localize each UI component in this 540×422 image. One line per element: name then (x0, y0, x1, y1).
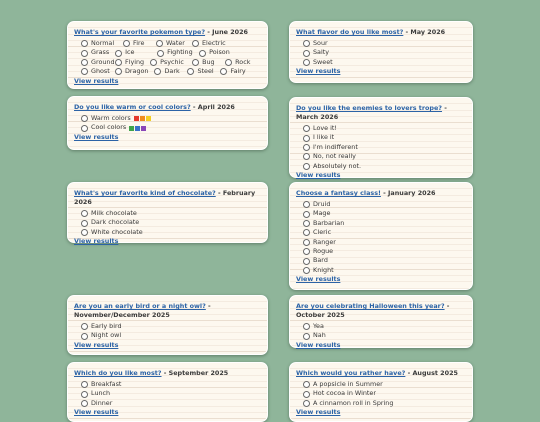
poll-option[interactable] (187, 67, 214, 76)
poll-date: - September 2025 (161, 369, 229, 377)
radio-button[interactable] (81, 68, 88, 75)
radio-button[interactable] (303, 201, 310, 208)
poll-options (296, 380, 466, 408)
radio-button[interactable] (81, 115, 88, 122)
poll-date: - February 2026 (74, 189, 256, 206)
poll-card-flavor (289, 21, 473, 83)
radio-button[interactable] (303, 248, 310, 255)
option-label: Nah (313, 331, 326, 340)
poll-question-link[interactable]: What's your favorite kind of chocolate? (74, 189, 216, 197)
poll-options (74, 39, 261, 77)
view-results-link[interactable]: View results (296, 408, 341, 417)
option-label: Druid (313, 200, 331, 208)
poll-question-link[interactable]: Are you an early bird or a night owl? (74, 302, 206, 310)
poll-card-halloween (289, 295, 473, 348)
option-label: Hot cocoa in Winter (313, 389, 376, 398)
poll-option[interactable] (303, 219, 466, 228)
radio-button[interactable] (115, 50, 122, 57)
view-results-link[interactable]: View results (296, 275, 341, 284)
poll-question-link[interactable]: Which do you like most? (74, 369, 162, 377)
view-results-link[interactable]: View results (296, 340, 341, 349)
poll-option[interactable] (303, 143, 466, 152)
radio-button[interactable] (303, 323, 310, 330)
radio-button[interactable] (81, 381, 88, 388)
radio-button[interactable] (81, 59, 88, 66)
poll-option[interactable] (225, 58, 255, 67)
poll-option[interactable] (303, 209, 466, 218)
poll-option[interactable] (81, 399, 261, 408)
poll-option[interactable] (150, 58, 186, 67)
radio-button[interactable] (199, 50, 206, 57)
radio-button[interactable] (115, 68, 122, 75)
poll-option[interactable] (157, 48, 193, 57)
poll-card-fantasy-class (289, 182, 473, 290)
option-label: Bard (313, 256, 328, 265)
option-label: Warm colors (91, 114, 131, 122)
option-label: Ice (125, 48, 135, 57)
poll-option[interactable] (303, 152, 466, 161)
radio-button[interactable] (156, 40, 163, 47)
poll-question-row (296, 189, 466, 198)
poll-option[interactable] (303, 256, 466, 265)
poll-option[interactable] (303, 124, 466, 133)
color-swatch (140, 116, 145, 121)
poll-option[interactable] (303, 389, 466, 398)
option-label: Early bird (91, 322, 122, 330)
color-swatch (135, 126, 140, 131)
poll-options (74, 114, 261, 133)
option-label: Fighting (167, 48, 193, 57)
poll-option[interactable] (81, 123, 261, 132)
poll-option[interactable] (81, 48, 109, 57)
radio-button[interactable] (303, 125, 310, 132)
view-results-link[interactable]: View results (74, 408, 119, 417)
radio-button[interactable] (115, 59, 122, 66)
option-label: Sour (313, 39, 328, 47)
option-label: Barbarian (313, 218, 345, 227)
poll-option[interactable] (303, 162, 466, 171)
option-label: No, not really (313, 152, 356, 161)
radio-button[interactable] (303, 59, 310, 66)
radio-button[interactable] (303, 400, 310, 407)
option-label: I'm indifferent (313, 142, 358, 151)
poll-option[interactable] (81, 57, 115, 67)
option-label: Bug (202, 57, 215, 66)
radio-button[interactable] (150, 59, 157, 66)
poll-option[interactable] (303, 399, 466, 408)
option-label: Rogue (313, 246, 334, 255)
poll-option[interactable] (220, 67, 245, 76)
poll-question-row (74, 302, 261, 320)
option-label: Ground (91, 57, 115, 66)
poll-options (74, 322, 261, 341)
option-label: A cinnamon roll in Spring (313, 398, 394, 407)
radio-button[interactable] (81, 40, 88, 47)
poll-option[interactable] (115, 48, 151, 57)
poll-date: - June 2026 (205, 28, 249, 36)
option-label: Yea (313, 322, 324, 330)
poll-question-link[interactable]: What's your favorite pokemon type? (74, 28, 206, 36)
poll-option[interactable] (303, 133, 466, 142)
option-label: Psychic (160, 57, 184, 66)
radio-button[interactable] (220, 68, 227, 75)
poll-date: - April 2026 (190, 103, 235, 111)
poll-card-meal (67, 362, 268, 422)
radio-button[interactable] (303, 267, 310, 274)
option-label: Salty (313, 48, 330, 57)
option-label: Fairy (230, 67, 246, 76)
poll-option[interactable] (303, 228, 466, 237)
poll-date: - March 2026 (296, 104, 447, 121)
option-label: A popsicle in Summer (313, 380, 383, 388)
poll-option[interactable] (81, 228, 261, 237)
poll-options (296, 322, 466, 341)
option-label: Flying (125, 57, 145, 66)
poll-question-row (74, 369, 261, 378)
poll-option[interactable] (154, 67, 181, 76)
view-results-link[interactable]: View results (296, 67, 341, 76)
poll-card-chocolate (67, 182, 268, 246)
radio-button[interactable] (303, 135, 310, 142)
option-label: Milk chocolate (91, 209, 137, 217)
poll-options (74, 209, 261, 237)
radio-button[interactable] (303, 220, 310, 227)
poll-question-row (296, 369, 466, 378)
option-label: Ranger (313, 237, 336, 246)
poll-card-rather-have (289, 362, 473, 422)
poll-option[interactable] (303, 266, 466, 275)
radio-button[interactable] (303, 391, 310, 398)
view-results-link[interactable]: View results (74, 340, 119, 349)
poll-option[interactable] (192, 39, 229, 48)
option-label: Dragon (125, 67, 149, 76)
option-label: Sweet (313, 57, 333, 66)
radio-button[interactable] (303, 239, 310, 246)
poll-option[interactable] (156, 39, 186, 48)
poll-date: - January 2026 (380, 189, 436, 197)
poll-options (296, 124, 466, 171)
poll-option[interactable] (192, 58, 219, 67)
poll-question-link[interactable]: Do you like the enemies to lovers trope? (296, 104, 443, 112)
option-label: Fire (133, 39, 145, 47)
option-label: Dark chocolate (91, 218, 140, 227)
option-label: Steel (197, 67, 214, 76)
option-label: I like it (313, 133, 335, 142)
radio-button[interactable] (81, 400, 88, 407)
option-label: Cool colors (91, 123, 127, 132)
poll-option[interactable] (303, 380, 466, 389)
poll-option[interactable] (81, 67, 109, 76)
poll-option[interactable] (81, 331, 261, 340)
radio-button[interactable] (187, 68, 194, 75)
poll-question-row (74, 103, 261, 112)
radio-button[interactable] (303, 50, 310, 57)
poll-option[interactable] (303, 200, 466, 209)
color-swatch (129, 126, 134, 131)
radio-button[interactable] (157, 50, 164, 57)
color-swatch (146, 116, 151, 121)
poll-question-link[interactable]: Which would you rather have? (296, 369, 406, 377)
poll-option[interactable] (115, 58, 144, 67)
poll-option[interactable] (81, 380, 261, 389)
view-results-link[interactable]: View results (74, 76, 119, 85)
option-label: Absolutely not. (313, 161, 362, 170)
color-swatch (134, 116, 139, 121)
color-swatch (141, 126, 146, 131)
poll-question-link[interactable]: Choose a fantasy class! (296, 189, 381, 197)
radio-button[interactable] (225, 59, 232, 66)
poll-option[interactable] (303, 322, 466, 331)
poll-date: - October 2025 (296, 302, 450, 319)
poll-option[interactable] (115, 67, 148, 76)
option-label: Cleric (313, 228, 332, 237)
radio-button[interactable] (303, 229, 310, 236)
radio-button[interactable] (303, 258, 310, 265)
poll-option[interactable] (81, 389, 261, 398)
option-label: Poison (209, 48, 230, 57)
radio-button[interactable] (303, 40, 310, 47)
poll-option[interactable] (123, 39, 150, 48)
radio-button[interactable] (81, 323, 88, 330)
radio-button[interactable] (303, 144, 310, 151)
poll-option[interactable] (81, 209, 261, 218)
radio-button[interactable] (192, 40, 199, 47)
option-label: Ghost (91, 67, 110, 76)
option-label: Night owl (91, 331, 122, 340)
radio-button[interactable] (123, 40, 130, 47)
poll-question-row (296, 104, 466, 122)
radio-button[interactable] (303, 163, 310, 170)
poll-option[interactable] (303, 58, 466, 67)
option-label: Breakfast (91, 380, 122, 388)
poll-date: - November/December 2025 (74, 302, 211, 319)
poll-option[interactable] (81, 218, 261, 227)
radio-button[interactable] (192, 59, 199, 66)
poll-date: - August 2025 (405, 369, 458, 377)
option-label: Water (166, 39, 185, 47)
poll-question-link[interactable]: Do you like warm or cool colors? (74, 103, 191, 111)
radio-button[interactable] (81, 333, 88, 340)
poll-option[interactable] (303, 48, 466, 57)
radio-button[interactable] (81, 125, 88, 132)
poll-option[interactable] (81, 114, 261, 123)
option-label: Lunch (91, 389, 111, 398)
poll-option[interactable] (199, 48, 229, 57)
radio-button[interactable] (81, 210, 88, 217)
view-results-link[interactable]: View results (74, 132, 119, 141)
poll-options (296, 200, 466, 275)
radio-button[interactable] (81, 220, 88, 227)
poll-option[interactable] (303, 331, 466, 340)
poll-card-colors (67, 96, 268, 150)
poll-card-early-bird (67, 295, 268, 355)
view-results-link[interactable]: View results (296, 170, 341, 179)
radio-button[interactable] (81, 229, 88, 236)
radio-button[interactable] (303, 211, 310, 218)
poll-option[interactable] (303, 238, 466, 247)
radio-button[interactable] (81, 391, 88, 398)
option-label: Dinner (91, 398, 113, 407)
poll-options (296, 39, 466, 67)
poll-option[interactable] (303, 247, 466, 256)
poll-option[interactable] (81, 39, 117, 48)
radio-button[interactable] (303, 153, 310, 160)
radio-button[interactable] (81, 50, 88, 57)
option-label: Love it! (313, 124, 337, 132)
option-label: Grass (91, 48, 110, 57)
radio-button[interactable] (154, 68, 161, 75)
poll-question-row (296, 302, 466, 320)
radio-button[interactable] (303, 333, 310, 340)
option-label: Electric (202, 39, 226, 47)
option-label: Mage (313, 209, 331, 218)
poll-question-link[interactable]: Are you celebrating Halloween this year? (296, 302, 445, 310)
poll-question-row (296, 28, 466, 37)
poll-card-enemies-to-lovers (289, 97, 473, 178)
poll-option[interactable] (303, 39, 466, 48)
option-label: Knight (313, 265, 334, 274)
option-label: Rock (235, 57, 251, 66)
option-label: Normal (91, 39, 115, 47)
cool-color-swatches (129, 126, 146, 131)
radio-button[interactable] (303, 381, 310, 388)
view-results-link[interactable]: View results (74, 237, 119, 246)
poll-option[interactable] (81, 322, 261, 331)
option-label: White chocolate (91, 227, 143, 236)
poll-question-row (74, 28, 261, 37)
poll-date: - May 2026 (403, 28, 446, 36)
option-label: Dark (164, 67, 180, 76)
poll-question-row (74, 189, 261, 207)
warm-color-swatches (134, 116, 151, 121)
poll-options (74, 380, 261, 408)
poll-question-link[interactable]: What flavor do you like most? (296, 28, 404, 36)
poll-card-pokemon (67, 21, 268, 89)
